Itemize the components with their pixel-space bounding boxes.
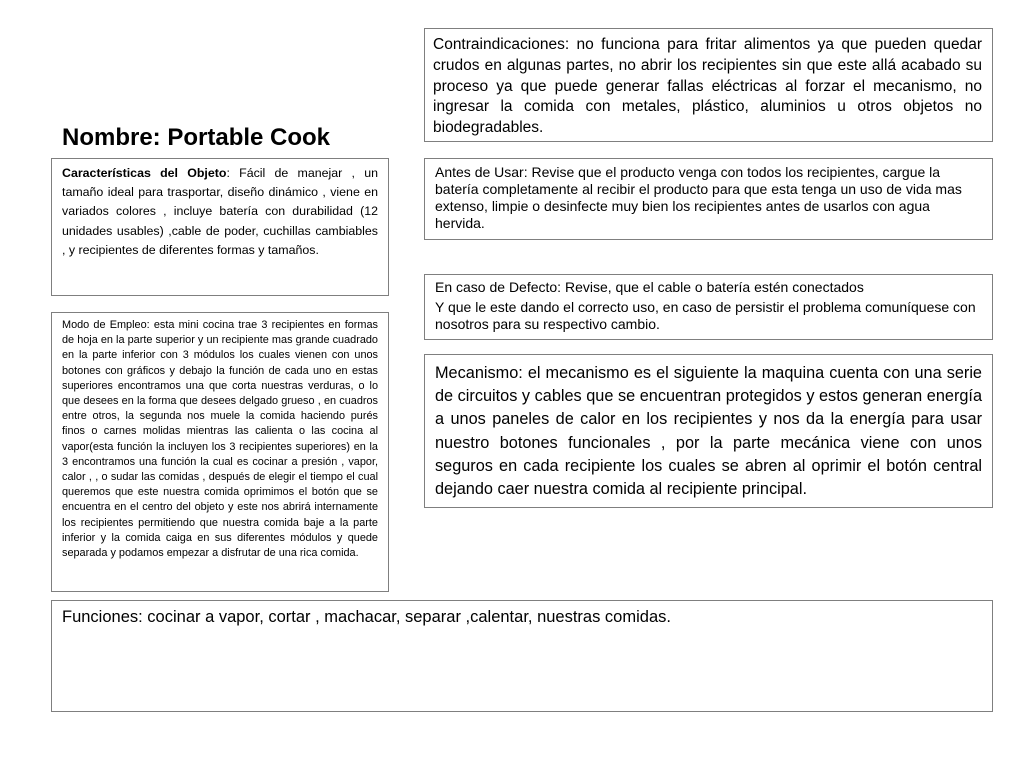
funciones-text: Funciones: cocinar a vapor, cortar , machacar, separar ,calentar, nuestras comidas.: [62, 608, 671, 626]
defecto-box: [424, 274, 993, 340]
mecanismo-box: [424, 354, 993, 508]
funciones-box: [51, 600, 993, 712]
defecto-line-2: Y que le este dando el correcto uso, en caso de persistir el problema comuníquese con nosotros para su respectivo cambio.: [435, 299, 976, 332]
antes-de-usar-text: Antes de Usar: Revise que el producto venga con todos los recipientes, cargue la batería completamente al recibir el producto para que esta tenga un uso de vida mas extenso, limpie o desinfecte muy bien los recipientes antes de usarlos con agua hervida.: [435, 164, 962, 231]
mecanismo-text: Mecanismo: el mecanismo es el siguiente la maquina cuenta con una serie de circuitos y cables que se encuentran protegidos y estos generan energía a unos paneles de calor en los recipientes y nos da la energía para usar nuestro botones funcionales , por la parte mecánica viene con unos seguros en cada recipiente los cuales se abren al oprimir el botón central dejando caer nuestra comida al recipiente principal.: [435, 364, 982, 499]
contraindicaciones-text: Contraindicaciones: no funciona para fritar alimentos ya que pueden quedar crudos en algunas partes, no abrir los recipientes sin que este allá acabado su proceso ya que puede generar fallas eléctricas al forzar el mecanismo, no ingresar la comida con metales, plástico, aluminios u otros objetos no biodegradables.: [433, 36, 982, 137]
page-title: Nombre: Portable Cook: [62, 124, 331, 151]
caracteristicas-label: Características del Objeto: [62, 166, 227, 180]
modo-empleo-box: [51, 312, 389, 592]
caracteristicas-text: : Fácil de manejar , un tamaño ideal para trasportar, diseño dinámico , viene en variados colores , incluye batería con durabilidad (12 unidades usables) ,cable de poder, cuchillas cambiables , y recipientes de diferentes formas y tamaños.: [62, 166, 378, 257]
contraindicaciones-box: [424, 28, 993, 142]
modo-empleo-text: Modo de Empleo: esta mini cocina trae 3 recipientes en formas de hoja en la parte superior y un recipiente mas grande cuadrado en la parte inferior con 3 módulos los cuales vienen con unos botones con gráficos y debajo la función de cada uno en estas superiores encontramos una que corta nuestras verduras, o lo que desees en la forma que desees delgado grueso , en cuadros entre otros, la segunda nos muele la comida haciendo purés finos o carnes molidas mientras las calienta o las cocina al vapor(esta función la incluyen los 3 recipientes superiores) en la 3 encontramos una función la cual es cocinar a presión , vapor, calor , , o sudar las comidas , después de elegir el tiempo el cual queremos que este nuestra comida oprimimos el botón que se encuentra en el centro del objeto y este nos abrirá internamente los recipientes permitiendo que nuestra comida baje a la parte inferior y la comida caiga en sus diferentes módulos y quede separada y podamos empezar a disfrutar de una rica comida.: [62, 319, 378, 560]
defecto-line-1: En caso de Defecto: Revise, que el cable o batería estén conectados: [435, 279, 864, 295]
antes-de-usar-box: [424, 158, 993, 240]
caracteristicas-box: [51, 158, 389, 296]
